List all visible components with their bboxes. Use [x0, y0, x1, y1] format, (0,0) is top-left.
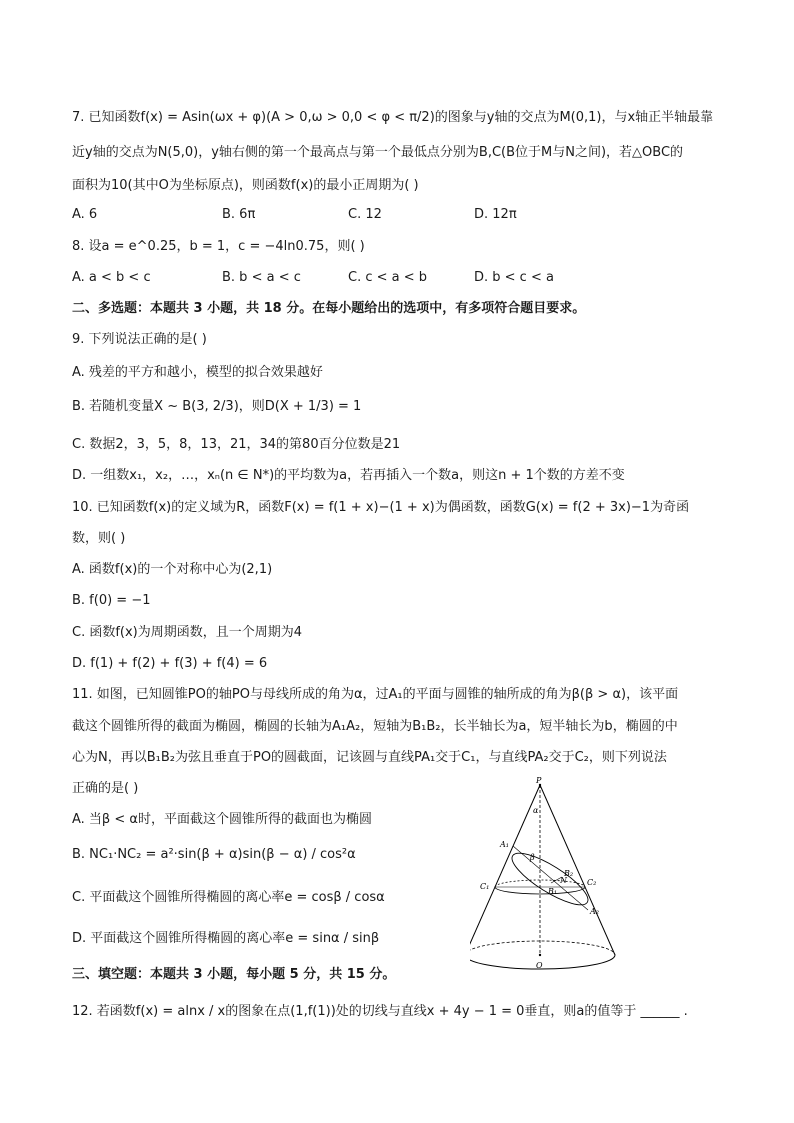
- label-o: O: [536, 961, 543, 970]
- q11-option-d: D. 平面截这个圆锥所得椭圆的离心率e = sinα / sinβ: [72, 931, 380, 946]
- cone-base-back: [470, 941, 615, 955]
- q7-options: [72, 206, 517, 224]
- q7-stem-line3: 面积为10(其中O为坐标原点)，则函数f(x)的最小正周期为( ): [72, 178, 419, 193]
- q9-option-b: B. 若随机变量X ~ B(3, 2/3)，则D(X + 1/3) = 1: [72, 399, 362, 414]
- q11-stem-line3: 心为N，再以B₁B₂为弦且垂直于PO的圆截面，记该圆与直线PA₁交于C₁，与直线PA₂交于C₂，则下列说法: [72, 750, 667, 765]
- point-o: [539, 954, 541, 956]
- label-p: P: [536, 776, 542, 785]
- q7-option-b: B. 6π: [222, 207, 256, 222]
- q10-option-a: A. 函数f(x)的一个对称中心为(2,1): [72, 562, 273, 577]
- section2-heading: 二、多选题：本题共 3 小题，共 18 分。在每小题给出的选项中，有多项符合题目要求。: [72, 301, 586, 316]
- q9-option-a: A. 残差的平方和越小，模型的拟合效果越好: [72, 365, 323, 380]
- label-n: N: [560, 876, 567, 885]
- q7-stem-line2: 近y轴的交点为N(5,0)，y轴右侧的第一个最高点与第一个最低点分别为B,C(B位于M与N之间)，若△OBC的: [72, 145, 684, 160]
- q9-option-c: C. 数据2，3，5，8，13，21，34的第80百分位数是21: [72, 437, 401, 452]
- q9-option-d: D. 一组数x₁，x₂，…，xₙ(n ∈ N*)的平均数为a，若再插入一个数a，则这n + 1个数的方差不变: [72, 468, 625, 483]
- q8-stem: 8. 设a = e^0.25，b = 1，c = −4ln0.75，则( ): [72, 239, 365, 254]
- q7-stem-line1: 7. 已知函数f(x) = Asin(ωx + φ)(A > 0,ω > 0,0 < φ < π/2)的图象与y轴的交点为M(0,1)，与x轴正半轴最靠: [72, 110, 714, 125]
- q9-stem: 9. 下列说法正确的是( ): [72, 332, 207, 347]
- q11-option-c: C. 平面截这个圆锥所得椭圆的离心率e = cosβ / cosα: [72, 890, 385, 905]
- q10-option-c: C. 函数f(x)为周期函数，且一个周期为4: [72, 625, 303, 640]
- q10-stem-line2: 数，则( ): [72, 531, 126, 546]
- major-axis-a1a2: [513, 846, 588, 910]
- cone-left-generatrix: [470, 785, 540, 955]
- label-b2: B₂: [564, 869, 574, 878]
- q8-option-a: A. a < b < c: [72, 270, 151, 285]
- cone-right-generatrix: [540, 785, 615, 955]
- q11-option-b: B. NC₁·NC₂ = a²·sin(β + α)sin(β − α) / cos²α: [72, 847, 356, 862]
- q7-option-c: C. 12: [348, 207, 382, 222]
- q11-option-a: A. 当β < α时，平面截这个圆锥所得的截面也为椭圆: [72, 812, 372, 827]
- label-b1: B₁: [548, 887, 558, 896]
- q7-option-d: D. 12π: [474, 207, 517, 222]
- q10-option-b: B. f(0) = −1: [72, 593, 151, 608]
- q8-options: [72, 269, 554, 287]
- label-a2: A₂: [590, 907, 599, 916]
- q11-stem-line4: 正确的是( ): [72, 781, 139, 796]
- q10-option-d: D. f(1) + f(2) + f(3) + f(4) = 6: [72, 656, 268, 671]
- q12-stem: 12. 若函数f(x) = alnx / x的图象在点(1,f(1))处的切线与直线x + 4y − 1 = 0垂直，则a的值等于 ______ .: [72, 1004, 688, 1019]
- label-c1: C₁: [480, 882, 490, 891]
- q10-stem-line1: 10. 已知函数f(x)的定义域为R，函数F(x) = f(1 + x)−(1 + x)为偶函数，函数G(x) = f(2 + 3x)−1为奇函: [72, 500, 690, 515]
- q8-option-c: C. c < a < b: [348, 270, 428, 285]
- q8-option-d: D. b < c < a: [474, 270, 554, 285]
- label-alpha: α: [533, 806, 539, 815]
- section3-heading: 三、填空题：本题共 3 小题，每小题 5 分，共 15 分。: [72, 967, 396, 982]
- label-a1: A₁: [500, 840, 509, 849]
- label-c2: C₂: [587, 878, 597, 887]
- cone-figure: [470, 775, 630, 980]
- label-beta: β: [530, 853, 535, 862]
- q11-stem-line2: 截这个圆锥所得的截面为椭圆，椭圆的长轴为A₁A₂，短轴为B₁B₂，长半轴长为a，短半轴长为b，椭圆的中: [72, 719, 678, 734]
- q8-option-b: B. b < a < c: [222, 270, 301, 285]
- q7-option-a: A. 6: [72, 207, 98, 222]
- q11-stem-line1: 11. 如图，已知圆锥PO的轴PO与母线所成的角为α，过A₁的平面与圆锥的轴所成的角为β(β > α)，该平面: [72, 687, 679, 702]
